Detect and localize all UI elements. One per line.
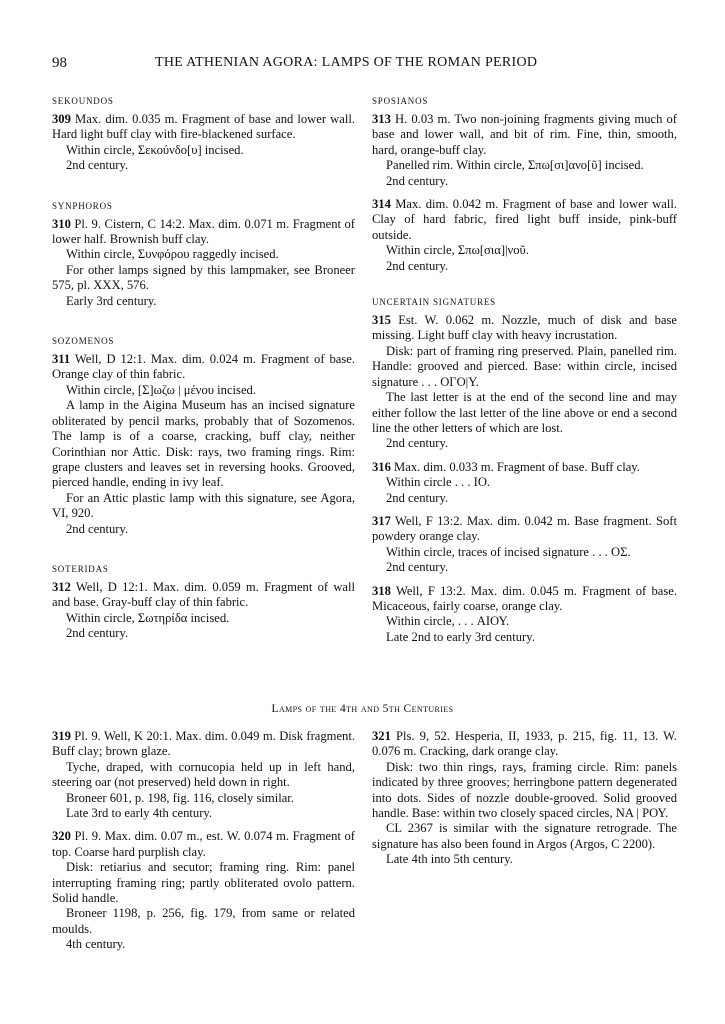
entry-text: A lamp in the Aigina Museum has an incised signature obliterated by pencil marks, probably that of Sozomenos. The lamp is of a coarse, cracking, buff clay, neither Corinthian nor Attic. Disk: rays, two framing rings. Rim: grape clusters and leaves set in reversing hooks. Grooved, pierced handle, ending in ivy leaf. (52, 398, 355, 490)
division-heading: Lamps of the 4th and 5th Centuries (271, 703, 454, 715)
entry-number: 321 (372, 729, 391, 743)
entry-date: Late 2nd to early 3rd century. (386, 629, 535, 644)
entry-text: Max. dim. 0.035 m. Fragment of base and lower wall. Hard light buff clay with fire-blackened surface. (52, 112, 355, 142)
catalog-entry-314 (372, 197, 677, 274)
running-title: THE ATHENIAN AGORA: LAMPS OF THE ROMAN PERIOD (155, 55, 538, 70)
entry-date: 2nd century. (386, 490, 449, 505)
entry-text: Within circle, Σπω[σια]|νοῦ. (386, 243, 529, 258)
entry-date: 2nd century. (66, 158, 129, 173)
entry-date: 2nd century. (386, 560, 449, 575)
page-header (0, 55, 725, 75)
entry-number: 317 (372, 513, 391, 528)
entry-text: Well, F 13:2. Max. dim. 0.045 m. Fragment of base. Micaceous, fairly coarse, orange clay. (372, 583, 678, 613)
entry-text: Within circle, Συνφόρου raggedly incised. (66, 247, 279, 262)
entry-number: 319 (52, 729, 71, 743)
entry-text: Well, D 12:1. Max. dim. 0.059 m. Fragment of wall and base. Gray-buff clay of thin fabric. (52, 579, 355, 610)
entry-text: Broneer 1198, p. 256, fig. 179, from same or related moulds. (52, 906, 355, 936)
entry-number: 311 (52, 352, 71, 367)
entry-number: 316 (372, 459, 391, 474)
catalog-entry-320 (52, 829, 355, 952)
catalog-entry-311 (52, 352, 355, 537)
entry-text: Within circle, traces of incised signature . . . ΟΣ. (386, 544, 631, 559)
catalog-entry-318 (372, 584, 677, 646)
catalog-entry-312 (52, 580, 355, 642)
entry-text: Within circle . . . ΙΟ. (386, 475, 491, 490)
entry-text: Broneer 601, p. 198, fig. 116, closely similar. (66, 790, 294, 805)
entry-number: 318 (372, 583, 391, 598)
entry-text: For other lamps signed by this lampmaker, see Broneer 575, pl. XXX, 576. (52, 262, 355, 293)
section-heading: SEKOUNDOS (52, 96, 114, 106)
entry-text: Tyche, draped, with cornucopia held up in left hand, steering oar (not preserved) held down in right. (52, 759, 355, 790)
entry-number: 320 (52, 829, 71, 844)
entry-text: Disk: two thin rings, rays, framing circle. Rim: panels indicated by three grooves; herringbone pattern degenerated into dots. Sides of nozzle double-grooved. Solid grooved handle. Base: within two closely spaced circles, ΝΑ | ΡΟΥ. (372, 759, 677, 821)
catalog-entry-316 (372, 460, 677, 506)
entry-text: Within circle, . . . ΑΙΟΥ. (386, 614, 510, 629)
entry-date: 2nd century. (66, 521, 129, 536)
entry-text: Well, F 13:2. Max. dim. 0.042 m. Base fragment. Soft powdery orange clay. (372, 513, 677, 544)
entry-date: 2nd century. (386, 436, 449, 451)
section-heading: SOTERIDAS (52, 563, 109, 574)
entry-number: 314 (372, 197, 391, 212)
right-column-top (372, 95, 677, 645)
entry-text: Panelled rim. Within circle, Σπω[σι]ανο[ῦ] incised. (386, 158, 644, 173)
entry-text: Est. W. 0.062 m. Nozzle, much of disk and base missing. Light buff clay with heavy incrustation. (372, 313, 677, 343)
entry-number: 315 (372, 313, 391, 328)
entry-date: Late 3rd to early 4th century. (66, 806, 213, 821)
entry-text: Within circle, Σεκούνδο[υ] incised. (66, 142, 244, 157)
entry-number: 309 (52, 112, 71, 126)
entry-number: 313 (372, 112, 391, 126)
entry-text: Pl. 9. Cistern, C 14:2. Max. dim. 0.071 m. Fragment of lower half. Brownish buff clay. (52, 216, 355, 247)
catalog-entry-321 (372, 729, 677, 868)
entry-text: Within circle, Σωτηρίδα incised. (66, 610, 230, 625)
section-heading: SYNPHOROS (52, 200, 113, 211)
entry-text: Within circle, [Σ]ωζω | μένου incised. (66, 382, 256, 397)
entry-date: Early 3rd century. (66, 293, 157, 308)
catalog-entry-309 (52, 112, 355, 174)
entry-date: 2nd century. (66, 626, 129, 641)
entry-number: 312 (52, 579, 71, 594)
left-column-top (52, 95, 355, 642)
catalog-entry-315 (372, 313, 677, 452)
entry-date: Late 4th into 5th century. (386, 852, 513, 867)
catalog-entry-319 (52, 729, 355, 821)
entry-date: 2nd century. (386, 173, 449, 188)
catalog-entry-317 (372, 514, 677, 576)
entry-text: Pls. 9, 52. Hesperia, II, 1933, p. 215, fig. 11, 13. W. 0.076 m. Cracking, dark orange clay. (372, 729, 677, 759)
entry-number: 310 (52, 216, 71, 231)
left-column-bottom (52, 729, 355, 953)
entry-text: Well, D 12:1. Max. dim. 0.024 m. Fragment of base. Orange clay of thin fabric. (52, 352, 355, 382)
page-number: 98 (52, 55, 67, 71)
section-heading: SPOSIANOS (372, 96, 429, 106)
entry-text: Pl. 9. Max. dim. 0.07 m., est. W. 0.074 m. Fragment of top. Coarse hard purplish clay. (52, 829, 355, 859)
entry-text: CL 2367 is similar with the signature retrograde. The signature has also been found in Argos (Argos, C 2200). (372, 821, 677, 851)
entry-date: 2nd century. (386, 258, 449, 273)
entry-text: Disk: retiarius and secutor; framing ring. Rim: panel interrupting framing ring; partly obliterated ovolo pattern. Solid handle. (52, 860, 355, 906)
section-heading: UNCERTAIN SIGNATURES (372, 297, 496, 308)
entry-text: Max. dim. 0.042 m. Fragment of base and lower wall. Clay of hard fabric, fired light buff inside, pink-buff outside. (372, 197, 677, 242)
entry-text: H. 0.03 m. Two non-joining fragments giving much of base and lower wall, and bit of rim. Fine, thin, smooth, hard, orange-buff clay. (372, 112, 677, 157)
entry-text: Pl. 9. Well, K 20:1. Max. dim. 0.049 m. Disk fragment. Buff clay; brown glaze. (52, 729, 356, 759)
catalog-entry-313 (372, 112, 677, 189)
right-column-bottom (372, 729, 677, 868)
entry-text: Disk: part of framing ring preserved. Plain, panelled rim. Handle: grooved and pierced. Base: within circle, incised signature . . . ΟΓΟ|Υ. (372, 343, 677, 389)
entry-date: 4th century. (66, 937, 126, 952)
entry-text: The last letter is at the end of the second line and may either follow the last letter of the line above or end a second line the other letters of which are lost. (372, 390, 677, 435)
entry-text: For an Attic plastic lamp with this signature, see Agora, VI, 920. (52, 490, 355, 521)
catalog-entry-310 (52, 217, 355, 309)
section-heading: SOZOMENOS (52, 336, 115, 347)
entry-text: Max. dim. 0.033 m. Fragment of base. Buff clay. (394, 459, 640, 474)
